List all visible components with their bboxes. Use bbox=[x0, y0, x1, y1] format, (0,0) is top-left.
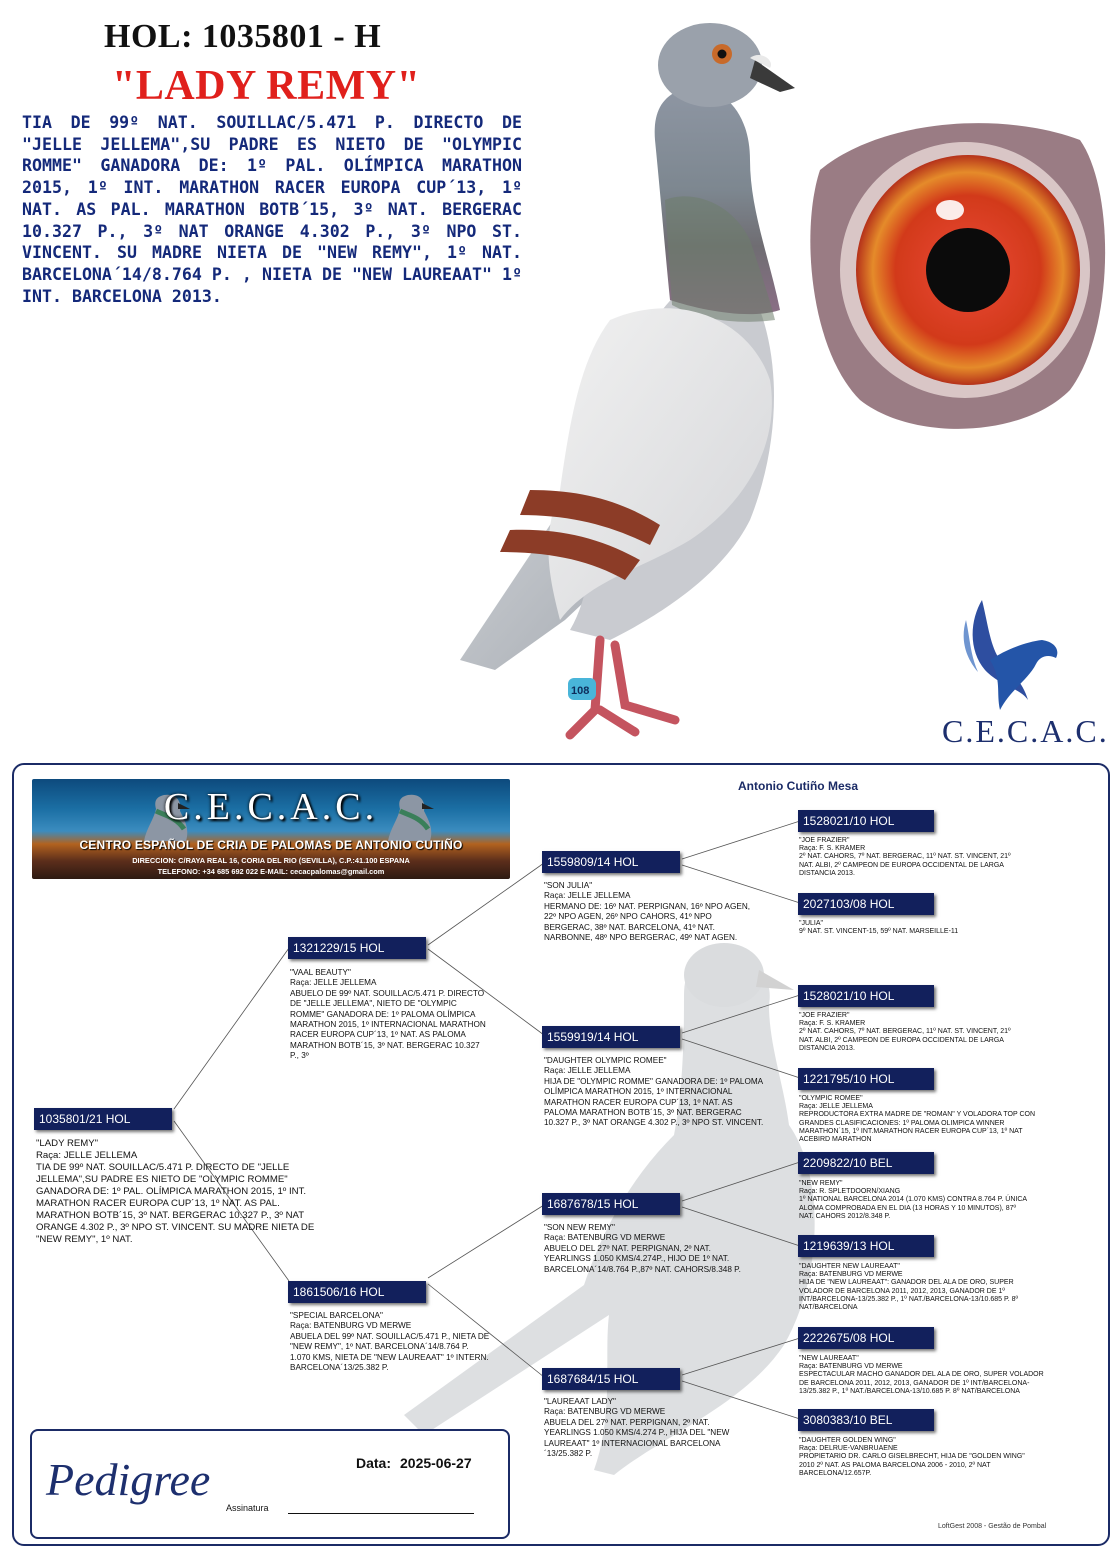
sss-ring-box: 1528021/10 HOL bbox=[798, 810, 934, 832]
dsd-text: HIJA DE "NEW LAUREAAT": GANADOR DEL ALA DE ORO, SUPER VOLADOR DE BARCELONA 2011, 2012, 2013, GANADOR DE 1º INT/BARCELONA-13/25.382 P., 1º NAT./BARCELONA-13/10.685 P. 8º NAT/BARCELONA bbox=[799, 1279, 1019, 1312]
owner-name: Antonio Cutiño Mesa bbox=[738, 779, 858, 793]
sdd-info bbox=[799, 1095, 1037, 1144]
cecac-logo-text: C.E.C.A.C. bbox=[942, 713, 1109, 749]
dsd-race: Raça: BATENBURG VD MERWE bbox=[799, 1271, 903, 1279]
banner-address: DIRECCION: C/RAYA REAL 16, CORIA DEL RIO (SEVILLA), C.P.:41.100 ESPANA bbox=[132, 856, 410, 865]
sire-text: ABUELO DE 99º NAT. SOUILLAC/5.471 P. DIRECTO DE "JELLE JELLEMA", NIETO DE "OLYMPIC ROMME" GANADORA DE: 1º PALOMA OLÍMPICA MARATHON 2015, 1º INTERNACIONAL MARATHON RACER EUROPA CUP´13, 1º NAT. AS PALOMA MARATHON BOTB´15, 3º NAT. BERGERAC 10.327 P., 3º bbox=[290, 988, 486, 1061]
dd-name: "LAUREAAT LADY" bbox=[544, 1397, 616, 1406]
sss-info bbox=[799, 837, 1014, 878]
pedigree-script-title: Pedigree bbox=[46, 1454, 211, 1505]
ds-ring-box: 1687678/15 HOL bbox=[542, 1193, 680, 1215]
pigeon-photo bbox=[450, 20, 810, 755]
ds-race: Raça: BATENBURG VD MERWE bbox=[544, 1233, 666, 1243]
dss-race: Raça: R. SPLETDOORN/XIANG bbox=[799, 1188, 901, 1196]
banner-contact: TELEFONO: +34 685 692 022 E-MAIL: cecacpalomas@gmail.com bbox=[157, 867, 385, 876]
ds-info bbox=[544, 1223, 754, 1275]
dam-info bbox=[290, 1311, 490, 1373]
cecac-dove-logo bbox=[930, 580, 1080, 730]
dd-text: ABUELA DEL 27º NAT. PERPIGNAN, 2º NAT. YEARLINGS 1.050 KMS/4.274 P., HIJA DEL "NEW LAUREAAT" 1º INTERNACIONAL BARCELONA´13/25.382 P. bbox=[544, 1417, 730, 1459]
software-credit: LoftGest 2008 - Gestão de Pombal bbox=[938, 1523, 1047, 1530]
dds-race: Raça: BATENBURG VD MERWE bbox=[799, 1363, 903, 1371]
banner-title: C.E.C.A.C. bbox=[163, 786, 379, 828]
sd-info bbox=[544, 1056, 766, 1129]
subject-ring-box: 1035801/21 HOL bbox=[34, 1108, 172, 1130]
sdd-ring-box: 1221795/10 HOL bbox=[798, 1068, 934, 1090]
dss-info bbox=[799, 1180, 1029, 1221]
leg-ring-label: 108 bbox=[571, 685, 590, 697]
dam-text: ABUELA DEL 99º NAT. SOUILLAC/5.471 P., NIETA DE "NEW REMY", 1º NAT. BARCELONA´14/8.764 P. 1.070 KMS, NIETA DE "NEW LAUREAAT" 1º INTERN. BARCELONA´13/25.382 P. bbox=[290, 1331, 490, 1373]
bird-description: TIA DE 99º NAT. SOUILLAC/5.471 P. DIRECTO DE "JELLE JELLEMA",SU PADRE ES NIETO DE "OLYMPIC ROMME" GANADORA DE: 1º PAL. OLÍMPICA MARATHON 2015, 1º INT. MARATHON RACER EUROPA CUP´13, 1º NAT. AS PAL. MARATHON BOTB´15, 3º NAT. BERGERAC 10.327 P., 3º NAT ORANGE 4.302 P., 3º NPO ST. VINCENT. SU MADRE NIETA DE "NEW REMY", 1º NAT. BARCELONA´14/8.764 P. , NIETA DE "NEW LAUREAAT" 1º INT. BARCELONA 2013. bbox=[22, 113, 522, 306]
bird-name-title: "LADY REMY" bbox=[112, 63, 421, 109]
dd-ring-box: 1687684/15 HOL bbox=[542, 1368, 680, 1390]
dam-race: Raça: BATENBURG VD MERWE bbox=[290, 1321, 412, 1331]
dam-ring-box: 1861506/16 HOL bbox=[288, 1281, 426, 1303]
ss-ring-box: 1559809/14 HOL bbox=[542, 851, 680, 873]
ssd-info bbox=[799, 920, 1014, 936]
sdd-name: "OLYMPIC ROMEE" bbox=[799, 1095, 863, 1102]
subject-info bbox=[36, 1138, 328, 1246]
dds-text: ESPECTACULAR MACHO GANADOR DEL ALA DE ORO, SUPER VOLADOR DE BARCELONA 2011, 2012, 2013, GANADOR DE 1º INT/BARCELONA-13/25.382 P., 1º NAT./BARCELONA-13/10.685 P. 8º NAT/BARCELONA bbox=[799, 1371, 1044, 1395]
dds-info bbox=[799, 1355, 1044, 1396]
ss-info bbox=[544, 881, 759, 943]
ds-text: ABUELO DEL 27º NAT. PERPIGNAN, 2º NAT. YEARLINGS 1.050 KMS/4.274P., HIJO DE 1º NAT. BARCELONA´14/8.764 P.,87º NAT. CAHORS/8.348 P. bbox=[544, 1243, 741, 1274]
bird-header bbox=[0, 0, 1116, 755]
dss-text: 1º NATIONAL BARCELONA 2014 (1.070 KMS) CONTRA 8.764 P. ÚNICA ALOMA COMPROBADA EN EL DIA (13 HORAS Y 10 MINUTOS), 87º NAT. CAHORS 2012/8.348 P. bbox=[799, 1196, 1027, 1220]
signature-label: Assinatura bbox=[226, 1503, 269, 1513]
sd-text: HIJA DE "OLYMPIC ROMME" GANADORA DE: 1º PALOMA OLÍMPICA MARATHON 2015, 1º INTERNACIONAL MARATHON RACER EUROPA CUP´13, 1º NAT. AS PALOMA MARATHON BOTB´15, 3º NAT. BERGERAC 10.327 P., 3º NAT ORANGE 4.302 P., 3º NPO ST. VINCENT. bbox=[544, 1076, 764, 1128]
sdd-race: Raça: JELLE JELLEMA bbox=[799, 1103, 873, 1111]
dds-ring-box: 2222675/08 HOL bbox=[798, 1327, 934, 1349]
ssd-name: "JULIA" bbox=[799, 920, 824, 927]
sd-race: Raça: JELLE JELLEMA bbox=[544, 1066, 631, 1076]
sire-race: Raça: JELLE JELLEMA bbox=[290, 978, 377, 988]
sire-ring-box: 1321229/15 HOL bbox=[288, 937, 426, 959]
date-value: 2025-06-27 bbox=[400, 1455, 472, 1471]
dd-race: Raça: BATENBURG VD MERWE bbox=[544, 1407, 666, 1417]
sds-info bbox=[799, 1012, 1014, 1053]
ddd-race: Raça: DELRUE-VANBRUAENE bbox=[799, 1445, 898, 1453]
signature-line[interactable] bbox=[288, 1513, 474, 1514]
ds-name: "SON NEW REMY" bbox=[544, 1223, 615, 1232]
banner-subtitle: CENTRO ESPAÑOL DE CRIA DE PALOMAS DE ANTONIO CUTIÑO bbox=[79, 838, 463, 852]
sds-name: "JOE FRAZIER" bbox=[799, 1012, 850, 1019]
subject-text: TIA DE 99º NAT. SOUILLAC/5.471 P. DIRECTO DE "JELLE JELLEMA",SU PADRE ES NIETO DE "OLYMPIC ROMME" GANADORA DE: 1º PAL. OLÍMPICA MARATHON 2015, 1º INT. MARATHON RACER EUROPA CUP´13, 1º NAT. AS PAL. MARATHON BOTB´15, 3º NAT. BERGERAC 10.327 P., 3º NAT ORANGE 4.302 P., 3º NPO ST. VINCENT. SU MADRE NIETA DE "NEW REMY", 1º NAT. bbox=[36, 1162, 315, 1245]
ddd-ring-box: 3080383/10 BEL bbox=[798, 1409, 934, 1431]
dd-info bbox=[544, 1397, 754, 1459]
ssd-text: 9º NAT. ST. VINCENT-15, 59º NAT. MARSEILLE-11 bbox=[799, 928, 959, 936]
dsd-ring-box: 1219639/13 HOL bbox=[798, 1235, 934, 1257]
subject-name: "LADY REMY" bbox=[36, 1138, 99, 1149]
ddd-name: "DAUGHTER GOLDEN WING" bbox=[799, 1437, 896, 1444]
ddd-info bbox=[799, 1437, 1029, 1478]
dss-name: "NEW REMY" bbox=[799, 1180, 843, 1187]
ss-race: Raça: JELLE JELLEMA bbox=[544, 891, 631, 901]
sss-name: "JOE FRAZIER" bbox=[799, 837, 850, 844]
dsd-info bbox=[799, 1263, 1031, 1312]
sds-race: Raça: F. S. KRAMER bbox=[799, 1020, 866, 1028]
dds-name: "NEW LAUREAAT" bbox=[799, 1355, 859, 1362]
sds-ring-box: 1528021/10 HOL bbox=[798, 985, 934, 1007]
sire-name: "VAAL BEAUTY" bbox=[290, 968, 351, 977]
pedigree-panel bbox=[12, 763, 1110, 1546]
sd-ring-box: 1559919/14 HOL bbox=[542, 1026, 680, 1048]
sire-info bbox=[290, 968, 490, 1062]
dam-name: "SPECIAL BARCELONA" bbox=[290, 1311, 383, 1320]
eye-closeup-photo bbox=[800, 110, 1115, 440]
sds-text: 2º NAT. CAHORS, 7º NAT. BERGERAC, 11º NAT. ST. VINCENT, 21º NAT. ALBI, 2º CAMPEON DE EUROPA OCCIDENTAL DE LARGA DISTANCIA 2013. bbox=[799, 1028, 1011, 1052]
ss-text: HERMANO DE: 16º NAT. PERPIGNAN, 16º NPO AGEN, 22º NPO AGEN, 26º NPO CAHORS, 41º NPO BERGERAC, 38º NAT. BARCELONA, 41º NAT. NARBONNE, 48º NPO BERGERAC, 49º NAT AGEN. bbox=[544, 901, 751, 943]
subject-race: Raça: JELLE JELLEMA bbox=[36, 1150, 138, 1161]
ddd-text: PROPIETARIO DR. CARLO GISELBRECHT, HIJA DE "GOLDEN WING" 2010 2º NAT. AS PALOMA BARCELONA 2006 - 2010, 2º NAT BARCELONA/12.657P. bbox=[799, 1453, 1025, 1477]
sss-text: 2º NAT. CAHORS, 7º NAT. BERGERAC, 11º NAT. ST. VINCENT, 21º NAT. ALBI, 2º CAMPEON DE EUROPA OCCIDENTAL DE LARGA DISTANCIA 2013. bbox=[799, 853, 1011, 877]
sd-name: "DAUGHTER OLYMPIC ROMEE" bbox=[544, 1056, 667, 1065]
sss-race: Raça: F. S. KRAMER bbox=[799, 845, 866, 853]
ring-number-title: HOL: 1035801 - H bbox=[104, 18, 382, 55]
date-label: Data: bbox=[356, 1455, 392, 1471]
pedigree-footer-box bbox=[30, 1429, 510, 1539]
dss-ring-box: 2209822/10 BEL bbox=[798, 1152, 934, 1174]
ssd-ring-box: 2027103/08 HOL bbox=[798, 893, 934, 915]
ss-name: "SON JULIA" bbox=[544, 881, 593, 890]
dsd-name: "DAUGHTER NEW LAUREAAT" bbox=[799, 1263, 900, 1270]
sdd-text: REPRODUCTORA EXTRA MADRE DE "ROMAN" Y VOLADORA TOP CON GRANDES CLASIFICACIONES: 1º PALOMA OLIMPICA WINNER MARATHON´15, 1º INT.MARATHON RACER EUROPA CUP´13, 1º NAT ACEBIRD MARATHON bbox=[799, 1111, 1036, 1144]
